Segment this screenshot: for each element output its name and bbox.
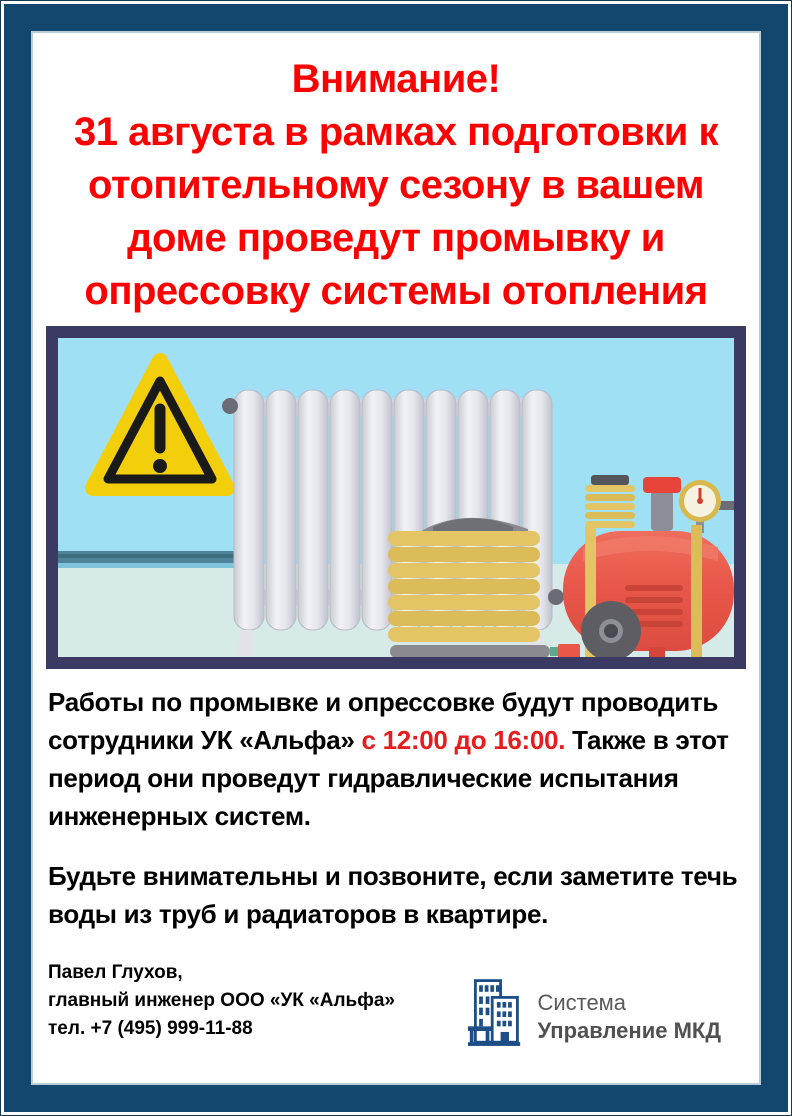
poster-headline bbox=[31, 53, 761, 318]
heating-illustration bbox=[46, 326, 746, 669]
wall-pipe bbox=[58, 551, 243, 568]
headline-line: опрессовку системы отопления bbox=[84, 269, 708, 313]
para1-text: Работы по промывке и опрессовке будут проводить сотрудники УК «Альфа» bbox=[48, 687, 719, 755]
poster-content bbox=[31, 31, 761, 1085]
contact-phone: тел. +7 (495) 999-11-88 bbox=[48, 1018, 253, 1039]
headline-line: доме проведут промывку и bbox=[127, 216, 665, 260]
body-paragraph-2: Будьте внимательны и позвоните, если заметите течь воды из труб и радиаторов в квартире. bbox=[48, 861, 738, 929]
contact-position: главный инженер ООО «УК «Альфа» bbox=[48, 990, 395, 1011]
para1-text-after: Также в этот период они проведут гидравлические испытания инженерных систем. bbox=[48, 725, 729, 831]
body-paragraph-1 bbox=[48, 683, 744, 835]
building-logo-icon bbox=[467, 977, 523, 1057]
headline-line: Внимание! bbox=[291, 57, 501, 101]
heating-illustration-svg bbox=[58, 338, 734, 657]
company-logo bbox=[467, 977, 721, 1057]
work-time-highlight: с 12:00 до 16:00. bbox=[361, 725, 566, 755]
logo-line-1: Система bbox=[537, 990, 627, 1015]
headline-line: 31 августа в рамках подготовки к bbox=[74, 110, 718, 154]
logo-text bbox=[537, 989, 721, 1045]
contact-name: Павел Глухов, bbox=[48, 962, 183, 983]
logo-line-2: Управление МКД bbox=[537, 1018, 721, 1043]
headline-line: отопительному сезону в вашем bbox=[88, 163, 704, 207]
